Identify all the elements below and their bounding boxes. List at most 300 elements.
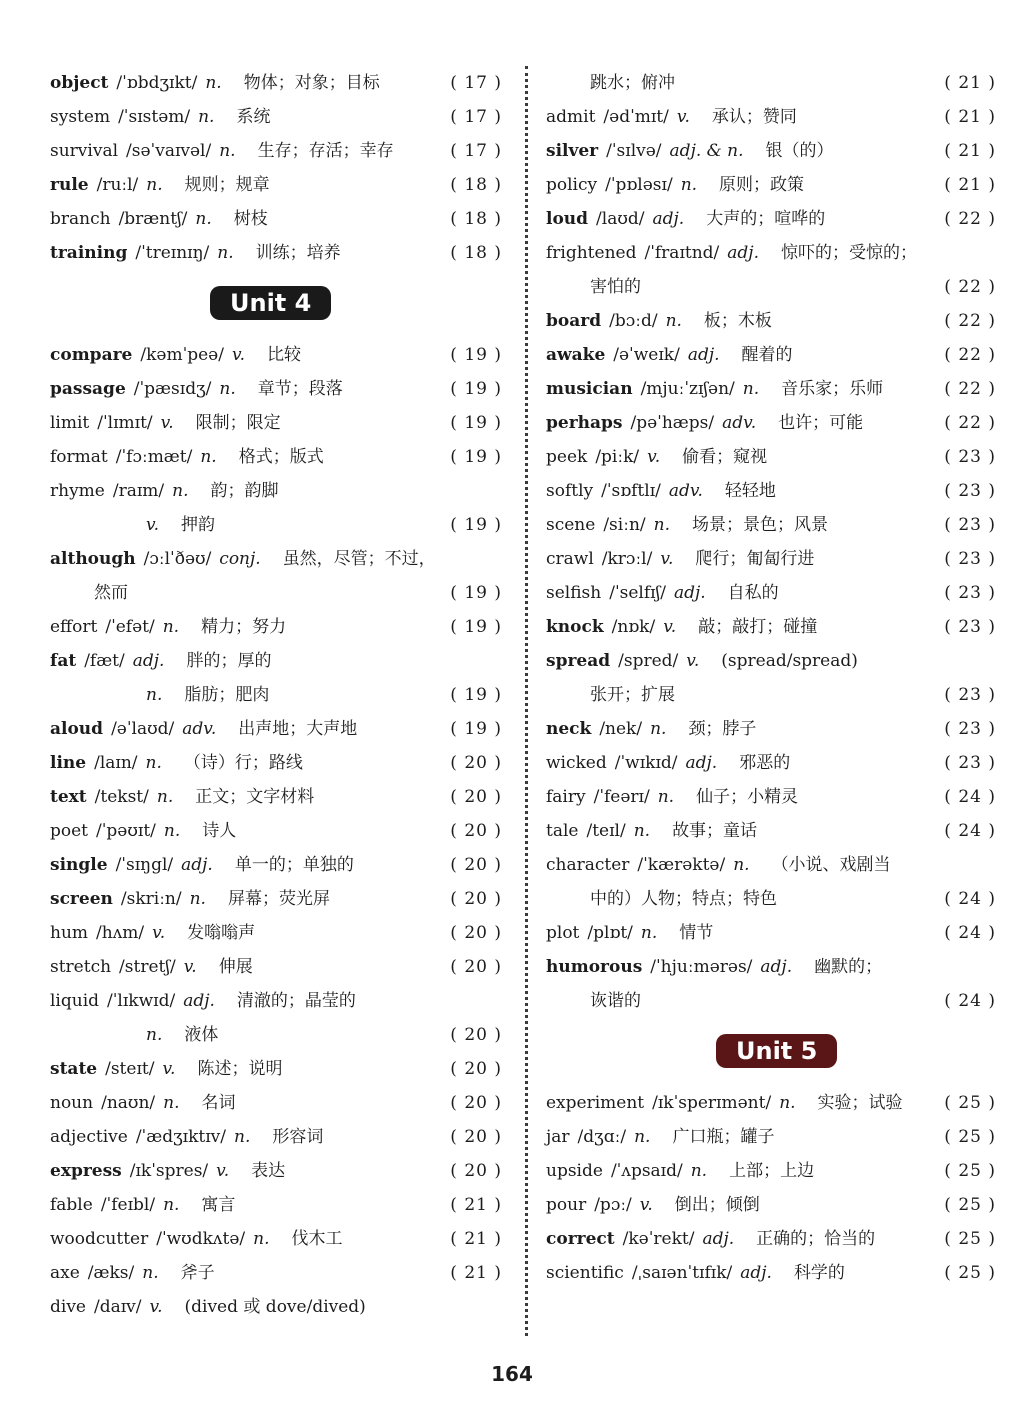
vocab-entry [50,814,502,848]
definition: 精力；努力 [201,617,287,637]
page-reference: ( 23 ) [944,617,996,637]
definition: 邪恶的 [739,753,791,773]
definition-continued: 害怕的 [590,277,641,297]
part-of-speech: n. [163,821,181,841]
vocab-entry [546,338,996,372]
headword: fairy [546,787,586,807]
page-reference: ( 17 ) [450,73,502,93]
definition: 故事；童话 [672,821,758,841]
headword: awake [546,345,606,365]
page-reference: ( 20 ) [450,787,502,807]
part-of-speech: n. [195,209,212,229]
part-of-speech: n. [146,175,163,195]
definition: 伐木工 [291,1229,343,1249]
phonetic: /ˈsɪŋgl/ [115,855,174,875]
phonetic: /ˈhjuːmərəs/ [650,957,753,977]
vocab-entry [546,304,996,338]
phonetic: /pəˈhæps/ [630,413,715,433]
definition: 树枝 [233,209,268,229]
definition: 承认；赞同 [711,107,797,127]
phonetic: /teɪl/ [586,821,626,841]
phonetic: /ˈpæsɪdʒ/ [133,379,212,399]
definition: 韵；韵脚 [210,481,279,501]
headword: crawl [546,549,594,569]
page-reference: ( 23 ) [944,447,996,467]
part-of-speech: adj. [132,651,165,671]
part-of-speech: n. [219,379,236,399]
page-reference: ( 20 ) [450,1093,502,1113]
vocab-entry [546,1154,996,1188]
phonetic: /plɒt/ [587,923,633,943]
phonetic: /ˈpɒləsɪ/ [605,175,673,195]
vocab-entry [50,134,502,168]
headword: tale [546,821,579,841]
vocab-entry [546,780,996,814]
phonetic: /æks/ [87,1263,135,1283]
part-of-speech: n. [640,923,658,943]
phonetic: /nɒk/ [611,617,656,637]
page-reference: ( 24 ) [944,991,996,1011]
definition: 音乐家；乐师 [781,379,884,399]
definition: 押韵 [181,515,215,535]
page-reference: ( 20 ) [450,821,502,841]
definition: 表达 [251,1161,286,1181]
vocab-entry [50,1290,502,1324]
vocab-entry [546,372,996,406]
headword: training [50,243,128,263]
page-reference: ( 21 ) [944,73,996,93]
vocab-entry [50,916,502,950]
definition: 名词 [201,1093,236,1113]
definition: 科学的 [793,1263,845,1283]
part-of-speech: n. [650,719,667,739]
phonetic: /ˈfeɪbl/ [100,1195,156,1215]
page-reference: ( 19 ) [450,719,502,739]
phonetic: /ˈpəʊɪt/ [96,821,156,841]
phonetic: /ˈfraɪtnd/ [644,243,720,263]
vocab-entry [546,542,996,576]
definition-continued: 中的）人物；特点；特色 [590,889,777,909]
definition: 轻轻地 [724,481,776,501]
headword: musician [546,379,633,399]
headword: admit [546,107,596,127]
headword: rhyme [50,481,105,501]
vocab-entry [50,984,502,1018]
page-reference: ( 23 ) [944,583,996,603]
part-of-speech: n. [657,787,675,807]
definition-continued: 跳水；俯冲 [590,73,675,93]
vocab-entry [546,508,996,542]
vocab-entry [546,406,996,440]
headword: survival [50,141,119,161]
vocab-entry [546,678,996,712]
part-of-speech: n. [146,685,163,705]
definition: 斧子 [180,1263,215,1283]
part-of-speech: n. [653,515,670,535]
page-reference: ( 22 ) [944,209,996,229]
phonetic: /krɔːl/ [601,549,653,569]
vocab-entry [50,610,502,644]
page-reference: ( 23 ) [944,515,996,535]
definition: 寓言 [201,1195,236,1215]
page-reference: ( 19 ) [450,583,502,603]
part-of-speech: v. [183,957,197,977]
vocab-entry [546,1222,996,1256]
vocab-entry [546,882,996,916]
phonetic: /daɪv/ [93,1297,142,1317]
definition: 系统 [236,107,271,127]
part-of-speech: n. [690,1161,708,1181]
page-reference: ( 24 ) [944,821,996,841]
headword: branch [50,209,111,229]
part-of-speech: n. [665,311,682,331]
headword: object [50,73,109,93]
headword: spread [546,651,611,671]
part-of-speech: n. [680,175,698,195]
page-reference: ( 22 ) [944,277,996,297]
phonetic: /səˈvaɪvəl/ [126,141,212,161]
vocab-entry [546,916,996,950]
headword: system [50,107,111,127]
headword: wicked [546,753,607,773]
part-of-speech: adj. [740,1263,772,1283]
vocab-entry [546,984,996,1018]
definition: 自私的 [727,583,779,603]
phonetic: /hʌm/ [96,923,145,943]
phonetic: /siːn/ [603,515,646,535]
definition: 发嗡嗡声 [187,923,256,943]
headword: board [546,311,602,331]
headword: character [546,855,630,875]
phonetic: /ɔːlˈðəʊ/ [143,549,212,569]
part-of-speech: v. [647,447,661,467]
part-of-speech: n. [163,1093,180,1113]
definition: 幽默的； [814,957,883,977]
phonetic: /nek/ [599,719,643,739]
page-reference: ( 22 ) [944,413,996,433]
page-reference: ( 20 ) [450,923,502,943]
phonetic: /ˈfɔːmæt/ [115,447,193,467]
definition: (dived 或 dove/dived) [184,1297,366,1317]
part-of-speech: adj. [181,855,213,875]
page-reference: ( 19 ) [450,413,502,433]
right-column [546,66,996,1290]
vocab-entry [546,712,996,746]
part-of-speech: adv. [182,719,217,739]
definition: 规则；规章 [184,175,270,195]
part-of-speech: v. [639,1195,653,1215]
definition: 偷看；窥视 [682,447,768,467]
definition: 爬行；匍匐行进 [695,549,815,569]
headword: compare [50,345,133,365]
definition: 生存；存活；幸存 [257,141,394,161]
phonetic: /laʊd/ [596,209,645,229]
vocab-entry [50,168,502,202]
definition: (spread/spread) [721,651,858,671]
headword: effort [50,617,98,637]
vocab-entry [546,66,996,100]
part-of-speech: n. [172,481,189,501]
vocab-entry [546,610,996,644]
page-reference: ( 22 ) [944,345,996,365]
definition: 上部；上边 [729,1161,815,1181]
page-reference: ( 23 ) [944,753,996,773]
phonetic: /stretʃ/ [119,957,176,977]
part-of-speech: n. [162,617,180,637]
vocab-entry [50,1154,502,1188]
vocab-entry [546,1256,996,1290]
definition: 也许；可能 [778,413,864,433]
unit-heading-row [50,270,502,338]
vocab-entry [546,814,996,848]
vocab-entry [50,542,502,576]
vocab-entry [50,474,502,508]
part-of-speech: v. [149,1297,163,1317]
definition: 正文；文字材料 [195,787,315,807]
definition: 场景；景色；风景 [691,515,828,535]
phonetic: /ˈwɪkɪd/ [614,753,678,773]
vocab-entry [546,168,996,202]
phonetic: /steɪt/ [105,1059,155,1079]
part-of-speech: n. [200,447,217,467]
headword: limit [50,413,90,433]
vocab-entry [50,1120,502,1154]
headword: silver [546,141,599,161]
vocab-entry [50,1188,502,1222]
page-reference: ( 20 ) [450,957,502,977]
headword: policy [546,175,598,195]
headword: rule [50,175,89,195]
definition: 训练；培养 [255,243,341,263]
definition: 限制；限定 [195,413,281,433]
vocab-entry [50,882,502,916]
phonetic: /ˈtreɪnɪŋ/ [135,243,210,263]
definition: 颈；脖子 [688,719,757,739]
phonetic: /spred/ [618,651,679,671]
headword: knock [546,617,604,637]
headword: poet [50,821,89,841]
definition: （诗）行；路线 [183,753,303,773]
headword: adjective [50,1127,128,1147]
page-reference: ( 20 ) [450,1059,502,1079]
column-divider [525,66,528,1336]
definition-continued: 然而 [94,583,128,603]
headword: correct [546,1229,615,1249]
phonetic: /ˈsɪlvə/ [606,141,662,161]
page-reference: ( 25 ) [944,1229,996,1249]
definition: 形容词 [272,1127,324,1147]
vocab-entry [546,270,996,304]
vocab-entry [50,100,502,134]
page-reference: ( 21 ) [944,141,996,161]
definition: 液体 [184,1025,219,1045]
vocab-entry [50,1256,502,1290]
phonetic: /laɪn/ [94,753,138,773]
page-reference: ( 23 ) [944,685,996,705]
vocab-entry [546,1120,996,1154]
vocab-entry [546,474,996,508]
definition-continued: 诙谐的 [590,991,641,1011]
headword: upside [546,1161,603,1181]
page-reference: ( 19 ) [450,447,502,467]
phonetic: /ˈefət/ [105,617,155,637]
vocab-entry [50,338,502,372]
definition: 醒着的 [741,345,793,365]
phonetic: /ˈsɒftlɪ/ [601,481,661,501]
definition: 倒出；倾倒 [674,1195,760,1215]
part-of-speech: n. [205,73,222,93]
page-reference: ( 20 ) [450,1161,502,1181]
phonetic: /ˈɒbdʒɪkt/ [116,73,198,93]
phonetic: /ɪkˈsperɪmənt/ [652,1093,772,1113]
part-of-speech: v. [160,413,174,433]
headword: screen [50,889,113,909]
unit-heading: Unit 4 [210,286,331,320]
part-of-speech: v. [231,345,245,365]
part-of-speech: v. [676,107,690,127]
vocab-entry [546,236,996,270]
part-of-speech: v. [152,923,166,943]
phonetic: /naʊn/ [101,1093,156,1113]
headword: line [50,753,87,773]
part-of-speech: conj. [219,549,261,569]
page-reference: ( 20 ) [450,889,502,909]
vocab-entry [546,134,996,168]
headword: liquid [50,991,100,1011]
page-number: 164 [491,1362,533,1386]
part-of-speech: n. [779,1093,796,1113]
page-reference: ( 19 ) [450,345,502,365]
vocab-entry [50,202,502,236]
definition: 惊吓的；受惊的； [780,243,917,263]
headword: aloud [50,719,104,739]
phonetic: /ˈlɪkwɪd/ [107,991,176,1011]
definition: 格式；版式 [238,447,324,467]
part-of-speech: n. [742,379,760,399]
phonetic: /ˈædʒɪktɪv/ [135,1127,227,1147]
headword: text [50,787,87,807]
definition: （小说、戏剧当 [771,855,891,875]
page-reference: ( 20 ) [450,1127,502,1147]
headword: axe [50,1263,80,1283]
headword: state [50,1059,98,1079]
phonetic: /əˈlaʊd/ [111,719,175,739]
vocab-entry [50,746,502,780]
part-of-speech: n. [163,1195,180,1215]
headword: softly [546,481,594,501]
page-reference: ( 18 ) [450,209,502,229]
page-reference: ( 21 ) [450,1229,502,1249]
page-reference: ( 20 ) [450,753,502,773]
vocab-entry [50,236,502,270]
page-reference: ( 21 ) [450,1263,502,1283]
phonetic: /ˌsaɪənˈtɪfɪk/ [631,1263,733,1283]
phonetic: /ruːl/ [96,175,139,195]
part-of-speech: n. [234,1127,251,1147]
part-of-speech: v. [146,515,159,535]
phonetic: /pɔː/ [594,1195,632,1215]
part-of-speech: adj. [652,209,685,229]
part-of-speech: n. [217,243,234,263]
page-reference: ( 19 ) [450,617,502,637]
definition: 陈述；说明 [197,1059,283,1079]
part-of-speech: adv. [722,413,757,433]
vocab-entry [50,406,502,440]
definition: 比较 [266,345,301,365]
definition: 单一的；单独的 [234,855,354,875]
vocab-entry [546,1188,996,1222]
headword: express [50,1161,122,1181]
phonetic: /bræntʃ/ [118,209,188,229]
part-of-speech: adj. [687,345,720,365]
headword: perhaps [546,413,623,433]
definition: 正确的；恰当的 [756,1229,876,1249]
part-of-speech: n. [142,1263,159,1283]
page-reference: ( 19 ) [450,379,502,399]
definition: 诗人 [202,821,237,841]
headword: noun [50,1093,94,1113]
phonetic: /piːk/ [595,447,640,467]
page-reference: ( 24 ) [944,923,996,943]
part-of-speech: adj. [702,1229,735,1249]
phonetic: /ˈkærəktə/ [637,855,726,875]
part-of-speech: n. [253,1229,270,1249]
phonetic: /skriːn/ [120,889,182,909]
definition: 清澈的；晶莹的 [236,991,356,1011]
vocab-entry [50,848,502,882]
headword: dive [50,1297,86,1317]
definition: 板；木板 [703,311,772,331]
headword: scientific [546,1263,624,1283]
definition: 虽然，尽管；不过， [282,549,436,569]
vocab-entry [50,576,502,610]
definition: 屏幕；荧光屏 [227,889,330,909]
vocab-entry [50,712,502,746]
page-reference: ( 19 ) [450,685,502,705]
part-of-speech: adj. & n. [669,141,744,161]
page-reference: ( 23 ) [944,719,996,739]
part-of-speech: adj. [685,753,718,773]
part-of-speech: n. [145,753,162,773]
unit-heading-row [546,1018,996,1086]
page-reference: ( 19 ) [450,515,502,535]
part-of-speech: adj. [673,583,706,603]
part-of-speech: v. [663,617,677,637]
headword: fable [50,1195,93,1215]
vocab-entry [50,644,502,678]
definition: 仙子；小精灵 [696,787,799,807]
vocab-entry [50,950,502,984]
phonetic: /bɔːd/ [609,311,658,331]
headword: pour [546,1195,587,1215]
definition: 伸展 [218,957,253,977]
definition-continued: 张开；扩展 [590,685,675,705]
definition: 敲；敲打；碰撞 [698,617,818,637]
headword: hum [50,923,89,943]
phonetic: /tekst/ [94,787,149,807]
page-reference: ( 25 ) [944,1263,996,1283]
phonetic: /ˈwʊdkʌtə/ [156,1229,246,1249]
page-reference: ( 21 ) [450,1195,502,1215]
page-reference: ( 25 ) [944,1195,996,1215]
unit-heading: Unit 5 [716,1034,837,1068]
phonetic: /fæt/ [84,651,125,671]
vocab-entry [546,950,996,984]
headword: format [50,447,108,467]
phonetic: /raɪm/ [112,481,165,501]
phonetic: /ɪkˈspres/ [129,1161,209,1181]
page-reference: ( 17 ) [450,107,502,127]
